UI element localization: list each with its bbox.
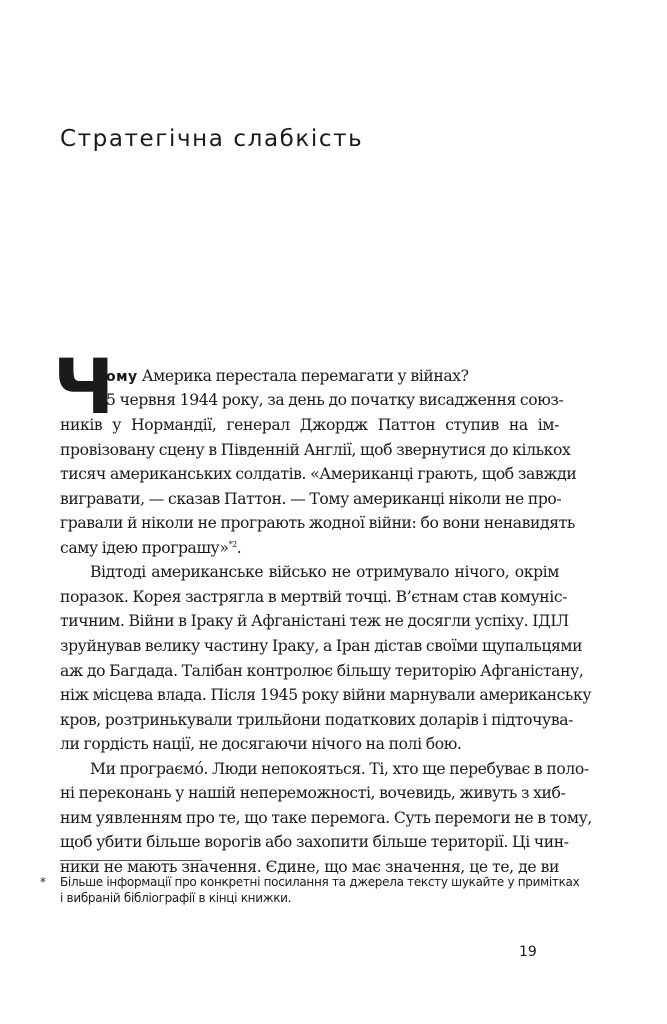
body-line-19: ним уявленням про те, що таке перемога. Суть перемоги не в тому, xyxy=(60,809,592,827)
body-line-2: 5 червня 1944 року, за день до початку висадження союз- xyxy=(106,391,564,409)
body-line-17: Ми програємо́. Люди непокояться. Ті, хто ще перебуває в поло- xyxy=(90,760,589,778)
body-line-7: гравали й ніколи не програють жодної війни: бо вони ненавидять xyxy=(60,514,575,532)
body-line-12: зруйнував велику частину Іраку, а Іран дістав своїми щупальцями xyxy=(60,637,583,655)
footnote-line-1: Більше інформації про конкретні посилання та джерела тексту шукайте у примітках xyxy=(60,875,580,889)
body-line-14: ніж місцева влада. Після 1945 року війни марнували американську xyxy=(60,686,592,704)
body-line-6: вигравати, — сказав Паттон. — Тому американці ніколи не про- xyxy=(60,490,562,508)
body-line-9: Відтоді американське військо не отримувало нічого, окрім xyxy=(90,563,559,581)
body-line-13: аж до Багдада. Талібан контролює більшу територію Афганістану, xyxy=(60,662,584,680)
body-line-4: провізовану сцену в Південній Англії, щоб звернутися до кількох xyxy=(60,441,571,459)
body-line-11: тичним. Війни в Іраку й Афганістані теж не досягли успіху. ІДІЛ xyxy=(60,612,569,630)
quote-period: . xyxy=(236,539,242,557)
body-line-15: кров, розтринькували трильйони податкових доларів і підточува- xyxy=(60,711,573,729)
body-line-8-text: саму ідею програшу» xyxy=(60,539,229,557)
body-line-10: поразок. Корея застрягла в мертвій точці. В’єтнам став комуніс- xyxy=(60,588,568,606)
body-line-5: тисяч американських солдатів. «Американці грають, щоб завжди xyxy=(60,465,577,483)
body-line-1 xyxy=(106,366,469,386)
page-number: 19 xyxy=(519,944,537,960)
footnote-line-2: і вибраній бібліографії в кінці книжки. xyxy=(60,891,292,905)
note-reference[interactable]: *2 xyxy=(228,540,237,549)
body-line-3: ників у Нормандії, генерал Джордж Паттон ступив на ім- xyxy=(60,416,559,434)
body-line-1-text: Америка перестала перемагати у війнах? xyxy=(137,367,469,385)
body-line-16: ли гордість нації, не досягаючи нічого на полі бою. xyxy=(60,735,462,753)
chapter-title: Стратегічна слабкість xyxy=(60,126,364,152)
lead-word: ому xyxy=(106,369,138,385)
body-line-21: ники не мають значення. Єдине, що має значення, це те, де ви xyxy=(60,858,559,876)
footnote-divider xyxy=(60,860,202,861)
body-line-8 xyxy=(60,538,241,558)
body-line-18: ні переконань у нашій непереможності, вочевидь, живуть з хиб- xyxy=(60,784,566,802)
body-line-20: щоб убити більше ворогів або захопити більше території. Ці чин- xyxy=(60,833,569,851)
drop-cap: Ч xyxy=(53,342,115,431)
footnote-marker: * xyxy=(40,875,46,889)
